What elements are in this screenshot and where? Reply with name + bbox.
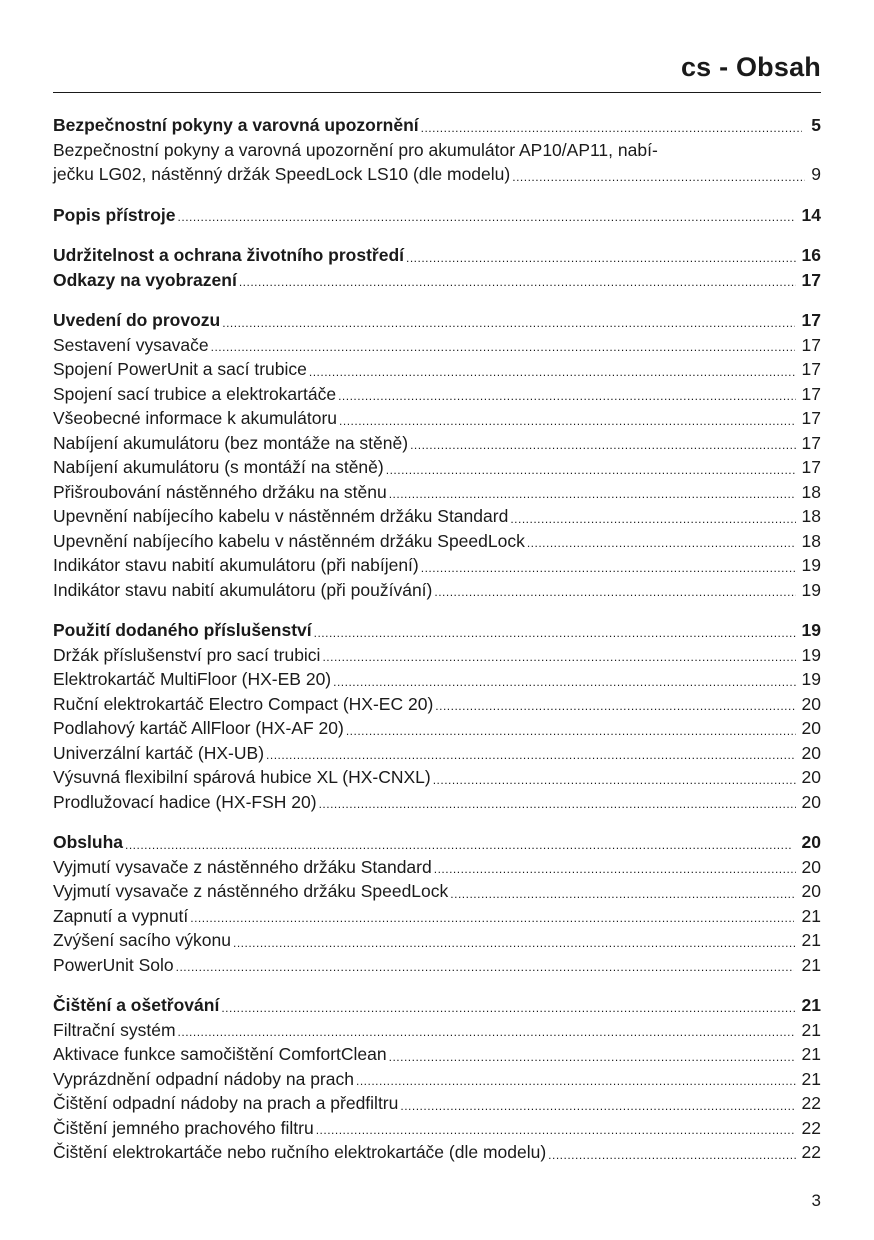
toc-page-number: 9 xyxy=(811,164,821,184)
dot-leader xyxy=(433,770,796,790)
toc-entry[interactable] xyxy=(53,1091,821,1116)
dot-leader xyxy=(548,1145,795,1165)
toc-page-number: 17 xyxy=(801,457,821,477)
table-of-contents xyxy=(53,113,821,1165)
toc-section-heading[interactable] xyxy=(53,618,821,643)
toc-page-number: 20 xyxy=(801,791,821,812)
toc-entry-title: Zvýšení sacího výkonu xyxy=(53,930,231,950)
dot-leader xyxy=(190,908,794,928)
toc-section-heading[interactable] xyxy=(53,113,821,138)
dot-leader xyxy=(400,1096,795,1116)
toc-entry-title: Sestavení vysavače xyxy=(53,334,209,355)
dot-leader xyxy=(176,957,794,977)
toc-entry[interactable] xyxy=(53,529,821,554)
toc-page-number: 17 xyxy=(801,408,821,428)
toc-entry[interactable] xyxy=(53,1140,821,1165)
toc-entry-title: Čištění odpadní nádoby na prach a předfiltru xyxy=(53,1093,399,1113)
toc-entry-title: Podlahový kartáč AllFloor (HX-AF 20) xyxy=(53,718,344,738)
dot-leader xyxy=(178,1022,794,1042)
toc-entry-title: Čištění jemného prachového filtru xyxy=(53,1117,314,1138)
dot-leader xyxy=(386,460,796,480)
page-number: 3 xyxy=(811,1191,821,1210)
toc-page-number: 20 xyxy=(801,742,821,763)
dot-leader xyxy=(421,558,796,578)
dot-leader xyxy=(527,533,796,553)
toc-entry[interactable] xyxy=(53,480,821,505)
toc-entry[interactable] xyxy=(53,741,821,766)
toc-entry-title-line: Bezpečnostní pokyny a varovná upozornění pro akumulátor AP10/AP11, nabí- xyxy=(53,139,658,160)
toc-section-heading[interactable] xyxy=(53,830,821,855)
dot-leader xyxy=(333,672,795,692)
toc-entry-title: Nabíjení akumulátoru (s montáží na stěně) xyxy=(53,457,384,477)
toc-entry[interactable] xyxy=(53,855,821,880)
toc-entry-title: Vyjmutí vysavače z nástěnného držáku Standard xyxy=(53,856,432,877)
toc-entry-title: Spojení sací trubice a elektrokartáče xyxy=(53,383,337,404)
toc-entry[interactable] xyxy=(53,953,821,978)
toc-entry-title: Čištění elektrokartáče nebo ručního elektrokartáče (dle modelu) xyxy=(53,1142,547,1162)
toc-entry[interactable] xyxy=(53,431,821,456)
toc-entry-title: Výsuvná flexibilní spárová hubice XL (HX-CNXL) xyxy=(53,767,431,787)
dot-leader xyxy=(434,582,795,602)
toc-page-number: 17 xyxy=(801,359,821,379)
toc-page-number: 20 xyxy=(801,767,821,787)
toc-page-number: 16 xyxy=(801,245,821,265)
dot-leader xyxy=(233,933,796,953)
toc-entry[interactable] xyxy=(53,1042,821,1067)
toc-page-number: 17 xyxy=(801,269,821,290)
toc-entry-title: Čištění a ošetřování xyxy=(53,995,220,1015)
toc-entry[interactable] xyxy=(53,578,821,603)
toc-entry[interactable] xyxy=(53,357,821,382)
toc-section-heading[interactable] xyxy=(53,243,821,268)
dot-leader xyxy=(239,272,796,292)
toc-entry-title: Elektrokartáč MultiFloor (HX-EB 20) xyxy=(53,669,332,689)
toc-entry[interactable] xyxy=(53,928,821,953)
header-divider xyxy=(53,92,821,93)
toc-entry-title: ječku LG02, nástěnný držák SpeedLock LS10 (dle modelu) xyxy=(53,164,511,184)
toc-entry-title: Univerzální kartáč (HX-UB) xyxy=(53,742,265,763)
toc-page-number: 22 xyxy=(801,1142,821,1162)
dot-leader xyxy=(434,859,796,879)
toc-section-heading[interactable] xyxy=(53,203,821,228)
dot-leader xyxy=(389,1047,796,1067)
dot-leader xyxy=(314,623,796,643)
toc-entry[interactable] xyxy=(53,1067,821,1092)
toc-page-number: 20 xyxy=(801,693,821,714)
toc-page-number: 20 xyxy=(801,881,821,901)
dot-leader xyxy=(406,248,796,268)
dot-leader xyxy=(338,386,795,406)
toc-section-heading[interactable] xyxy=(53,308,821,333)
toc-entry-title: Aktivace funkce samočištění ComfortClean xyxy=(53,1044,387,1064)
toc-entry[interactable] xyxy=(53,1116,821,1141)
toc-page-number: 14 xyxy=(801,204,821,225)
toc-entry-title: Upevnění nabíjecího kabelu v nástěnném držáku SpeedLock xyxy=(53,530,525,551)
toc-entry-title: Vyprázdnění odpadní nádoby na prach xyxy=(53,1068,354,1089)
toc-section-heading[interactable] xyxy=(53,993,821,1018)
dot-leader xyxy=(222,313,795,333)
toc-page-number: 17 xyxy=(801,334,821,355)
toc-entry-title: Uvedení do provozu xyxy=(53,310,221,330)
toc-page-number: 19 xyxy=(801,620,821,640)
toc-entry[interactable] xyxy=(53,716,821,741)
toc-entry[interactable] xyxy=(53,333,821,358)
dot-leader xyxy=(510,509,795,529)
dot-leader xyxy=(319,794,796,814)
toc-entry-title: Obsluha xyxy=(53,832,124,852)
section-gap xyxy=(53,814,821,830)
dot-leader xyxy=(316,1120,796,1140)
section-gap xyxy=(53,227,821,243)
dot-leader xyxy=(339,411,795,431)
toc-entry[interactable] xyxy=(53,504,821,529)
dot-leader xyxy=(178,207,794,227)
toc-page-number: 22 xyxy=(801,1117,821,1138)
toc-entry[interactable] xyxy=(53,1018,821,1043)
toc-entry-title: Filtrační systém xyxy=(53,1019,176,1040)
section-gap xyxy=(53,187,821,203)
dot-leader xyxy=(421,118,802,138)
toc-entry[interactable] xyxy=(53,406,821,431)
dot-leader xyxy=(125,835,792,855)
dot-leader xyxy=(266,745,796,765)
dot-leader xyxy=(389,484,796,504)
dot-leader xyxy=(450,884,795,904)
toc-entry-title: Odkazy na vyobrazení xyxy=(53,269,237,290)
toc-entry-title: Všeobecné informace k akumulátoru xyxy=(53,408,338,428)
dot-leader xyxy=(410,435,795,455)
dot-leader xyxy=(435,696,795,716)
toc-page-number: 21 xyxy=(801,1019,821,1040)
toc-entry-title: Držák příslušenství pro sací trubici xyxy=(53,644,321,665)
toc-page-number: 19 xyxy=(801,669,821,689)
toc-page-number: 18 xyxy=(801,530,821,551)
toc-page-number: 20 xyxy=(801,856,821,877)
toc-entry[interactable] xyxy=(53,667,821,692)
toc-entry[interactable] xyxy=(53,382,821,407)
toc-page-number: 21 xyxy=(801,1068,821,1089)
toc-entry[interactable] xyxy=(53,162,821,187)
section-gap xyxy=(53,292,821,308)
toc-page-number: 20 xyxy=(801,832,821,852)
toc-entry[interactable] xyxy=(53,765,821,790)
section-gap xyxy=(53,977,821,993)
dot-leader xyxy=(221,998,795,1018)
dot-leader xyxy=(346,721,796,741)
toc-page-number: 22 xyxy=(801,1093,821,1113)
toc-entry-title: Spojení PowerUnit a sací trubice xyxy=(53,359,307,379)
toc-entry-title: Udržitelnost a ochrana životního prostředí xyxy=(53,245,405,265)
toc-entry-title: Bezpečnostní pokyny a varovná upozornění xyxy=(53,115,419,135)
section-gap xyxy=(53,602,821,618)
toc-page-number: 21 xyxy=(801,930,821,950)
toc-entry[interactable] xyxy=(53,692,821,717)
toc-page-number: 21 xyxy=(801,995,821,1015)
page-title: cs - Obsah xyxy=(680,52,821,82)
toc-entry[interactable] xyxy=(53,904,821,929)
dot-leader xyxy=(309,362,796,382)
dot-leader xyxy=(322,647,795,667)
toc-entry-title: Indikátor stavu nabití akumulátoru (při nabíjení) xyxy=(53,555,419,575)
toc-page-number: 17 xyxy=(801,383,821,404)
toc-page-number: 17 xyxy=(801,310,821,330)
toc-page-number: 21 xyxy=(801,1044,821,1064)
toc-entry-title: Přišroubování nástěnného držáku na stěnu xyxy=(53,481,387,502)
toc-entry-title: Prodlužovací hadice (HX-FSH 20) xyxy=(53,791,317,812)
toc-page-number: 19 xyxy=(801,555,821,575)
toc-page-number: 5 xyxy=(811,115,821,135)
dot-leader xyxy=(211,337,795,357)
toc-entry[interactable] xyxy=(53,455,821,480)
toc-entry[interactable] xyxy=(53,790,821,815)
toc-entry-title: Indikátor stavu nabití akumulátoru (při používání) xyxy=(53,579,433,600)
toc-entry-title: Použití dodaného příslušenství xyxy=(53,620,312,640)
toc-entry[interactable] xyxy=(53,643,821,668)
toc-page-number: 21 xyxy=(801,905,821,926)
toc-entry-title: PowerUnit Solo xyxy=(53,954,174,975)
toc-entry[interactable] xyxy=(53,879,821,904)
dot-leader xyxy=(512,167,805,187)
toc-entry-title: Zapnutí a vypnutí xyxy=(53,905,189,926)
toc-entry-title: Upevnění nabíjecího kabelu v nástěnném držáku Standard xyxy=(53,506,509,526)
toc-entry-title: Ruční elektrokartáč Electro Compact (HX-EC 20) xyxy=(53,693,434,714)
dot-leader xyxy=(356,1071,796,1091)
toc-entry-title: Popis přístroje xyxy=(53,204,176,225)
toc-entry[interactable] xyxy=(53,553,821,578)
toc-page-number: 20 xyxy=(801,718,821,738)
toc-entry-title: Nabíjení akumulátoru (bez montáže na stěně) xyxy=(53,432,409,453)
toc-page-number: 17 xyxy=(801,432,821,453)
toc-page-number: 19 xyxy=(801,644,821,665)
toc-page-number: 19 xyxy=(801,579,821,600)
toc-entry-title: Vyjmutí vysavače z nástěnného držáku SpeedLock xyxy=(53,881,449,901)
toc-section-heading[interactable] xyxy=(53,268,821,293)
toc-page-number: 18 xyxy=(801,506,821,526)
toc-page-number: 18 xyxy=(801,481,821,502)
toc-page-number: 21 xyxy=(801,954,821,975)
